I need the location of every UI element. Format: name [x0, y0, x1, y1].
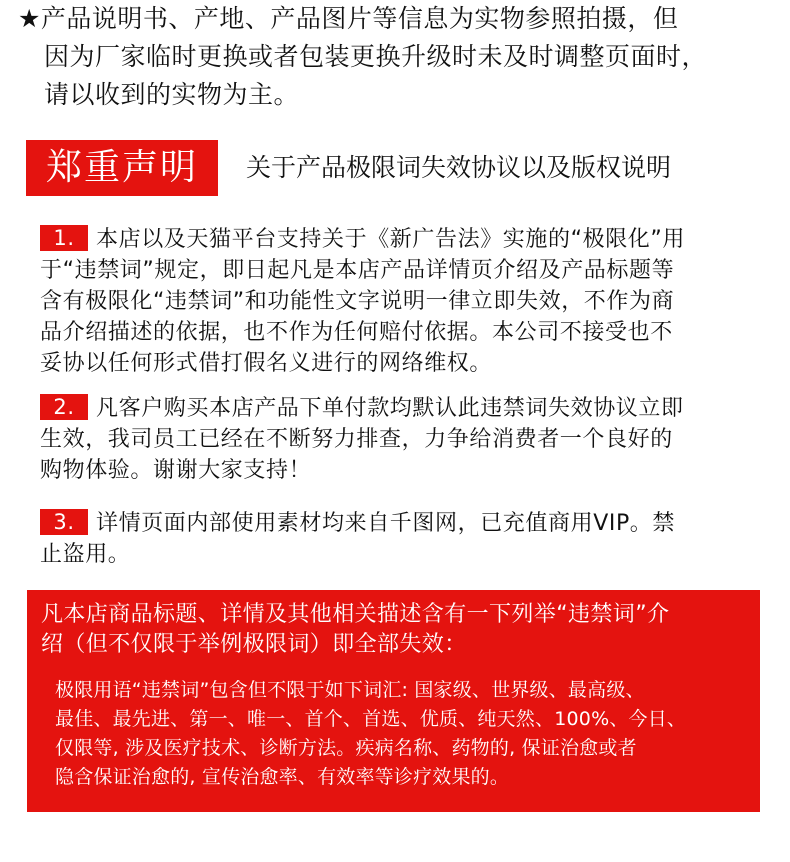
warning-heading: [41, 600, 669, 660]
warning-body-line: 隐含保证治愈的, 宣传治愈率、有效率等诊疗效果的。: [55, 766, 510, 788]
number-badge: 2.: [40, 394, 88, 420]
warning-heading-line: 绍（但不仅限于举例极限词）即全部失效：: [41, 632, 467, 657]
declaration-paragraph-1: [40, 224, 760, 379]
warning-body-line: 极限用语“违禁词”包含但不限于如下词汇: 国家级、世界级、最高级、: [55, 679, 645, 701]
prohibited-words-warning: [27, 590, 760, 812]
declaration-subtitle: 关于产品极限词失效协议以及版权说明: [246, 153, 672, 182]
notice-line: 请以收到的实物为主。: [44, 80, 300, 109]
paragraph-text: 凡客户购买本店产品下单付款均默认此违禁词失效协议立即: [96, 396, 684, 421]
paragraph-line: 止盗用。: [40, 542, 131, 567]
paragraph-line: 品介绍描述的依据，也不作为任何赔付依据。本公司不接受也不: [40, 320, 673, 345]
number-badge: 1.: [40, 225, 88, 251]
product-notice: [18, 0, 778, 114]
paragraph-line: 含有极限化“违禁词”和功能性文字说明一律立即失效，不作为商: [40, 289, 675, 314]
warning-body: [55, 676, 686, 792]
number-badge: 3.: [40, 509, 88, 535]
declaration-paragraph-2: [40, 393, 760, 486]
paragraph-line: 生效，我司员工已经在不断努力排查，力争给消费者一个良好的: [40, 427, 673, 452]
paragraph-line: 购物体验。谢谢大家支持！: [40, 458, 312, 483]
paragraph-line: 于“违禁词”规定，即日起凡是本店产品详情页介绍及产品标题等: [40, 258, 675, 283]
declaration-paragraph-3: [40, 508, 760, 570]
paragraph-line: [40, 224, 760, 255]
declaration-title: 郑重声明: [26, 140, 218, 196]
warning-body-line: 仅限等, 涉及医疗技术、诊断方法。疾病名称、药物的, 保证治愈或者: [55, 737, 637, 759]
paragraph-line: [40, 508, 760, 539]
declaration-header: [26, 140, 766, 196]
warning-body-line: 最佳、最先进、第一、唯一、首个、首选、优质、纯天然、100%、今日、: [55, 708, 687, 730]
notice-line: 因为厂家临时更换或者包装更换升级时未及时调整页面时，: [44, 42, 708, 71]
paragraph-text: 本店以及天猫平台支持关于《新广告法》实施的“极限化”用: [96, 227, 685, 252]
paragraph-text: 详情页面内部使用素材均来自千图网，已充值商用VIP。禁: [96, 511, 676, 536]
warning-heading-line: 凡本店商品标题、详情及其他相关描述含有一下列举“违禁词”介: [41, 602, 670, 627]
paragraph-line: [40, 393, 760, 424]
paragraph-line: 妥协以任何形式借打假名义进行的网络维权。: [40, 351, 493, 376]
notice-line: ★产品说明书、产地、产品图片等信息为实物参照拍摄，但: [18, 4, 679, 33]
